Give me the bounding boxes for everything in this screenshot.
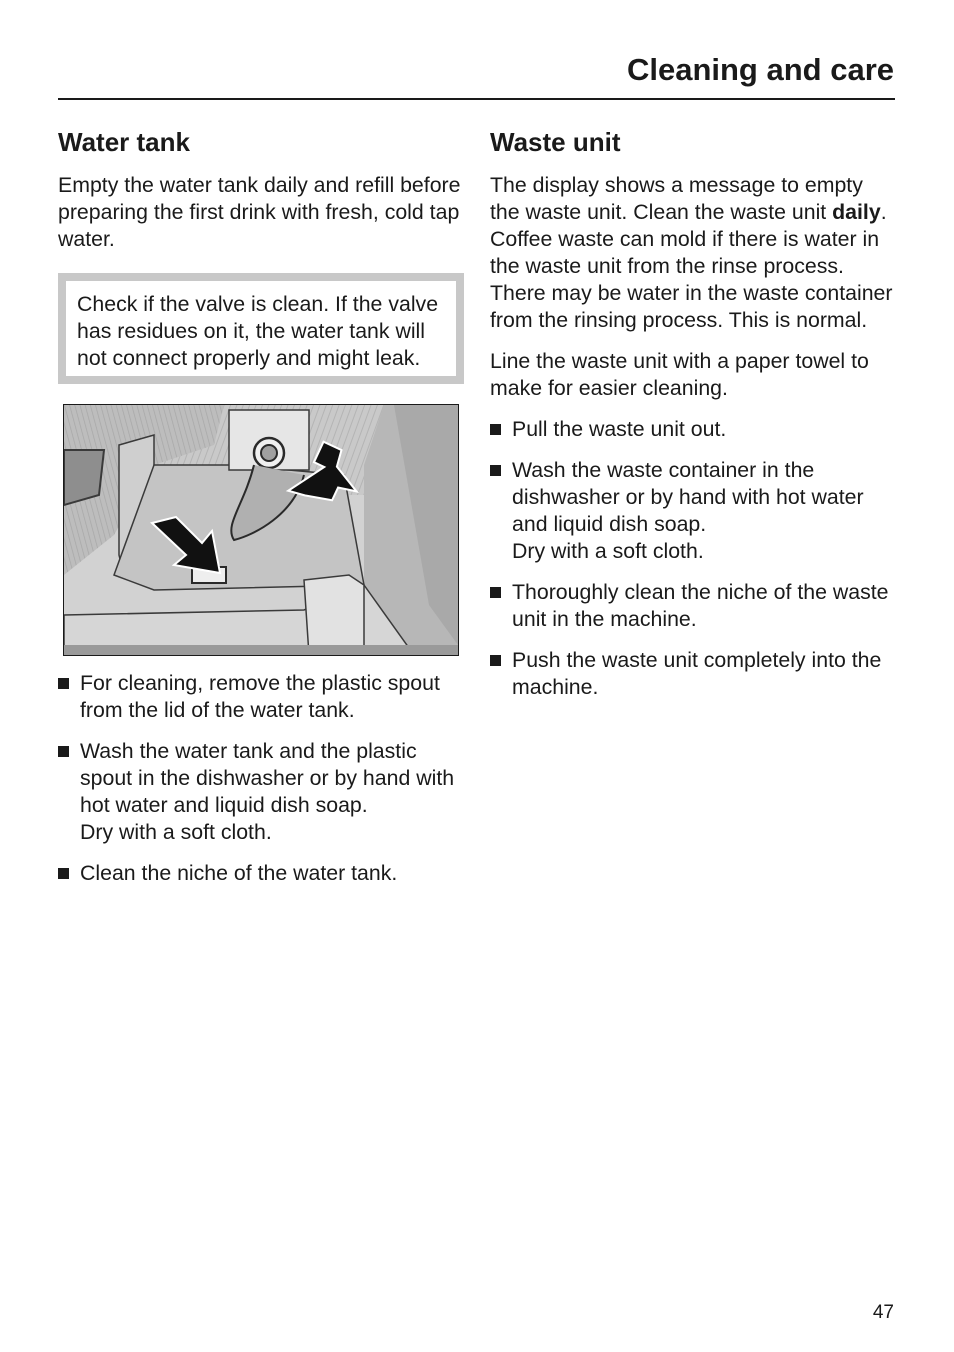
water-tank-heading: Water tank (58, 127, 190, 157)
list-item: Clean the niche of the water tank. (58, 860, 464, 887)
water-tank-section (58, 126, 464, 887)
waste-unit-steps (490, 416, 895, 701)
valve-note-box (58, 273, 464, 384)
water-tank-intro: Empty the water tank daily and refill before preparing the first drink with fresh, cold tap water. (58, 173, 461, 251)
header-divider (58, 98, 895, 100)
bullet-square-icon (490, 587, 501, 598)
list-item: For cleaning, remove the plastic spout from the lid of the water tank. (58, 670, 464, 724)
water-tank-niche-illustration (63, 404, 459, 656)
list-item: Wash the waste container in the dishwasher or by hand with hot water and liquid dish soap. Dry with a soft cloth. (490, 457, 895, 565)
bullet-square-icon (58, 746, 69, 757)
list-item: Push the waste unit completely into the machine. (490, 647, 895, 701)
water-tank-steps (58, 670, 464, 887)
waste-unit-intro: The display shows a message to empty the waste unit. Clean the waste unit daily. Coffee waste can mold if there is water in the waste unit from the rinse process. There may be water in the waste container from the rinsing process. This is normal. (490, 173, 893, 332)
list-item: Pull the waste unit out. (490, 416, 895, 443)
list-item: Wash the water tank and the plastic spout in the dishwasher or by hand with hot water and liquid dish soap. Dry with a soft cloth. (58, 738, 464, 846)
page-header-title: Cleaning and care (626, 52, 894, 87)
waste-unit-section (490, 126, 895, 701)
list-item: Thoroughly clean the niche of the waste unit in the machine. (490, 579, 895, 633)
bullet-square-icon (58, 868, 69, 879)
bullet-square-icon (490, 424, 501, 435)
waste-unit-paper-towel-tip: Line the waste unit with a paper towel to make for easier cleaning. (490, 349, 869, 400)
page-number: 47 (872, 1302, 894, 1323)
valve-note-text: Check if the valve is clean. If the valve has residues on it, the water tank will not connect properly and might leak. (77, 292, 439, 370)
bullet-square-icon (58, 678, 69, 689)
bullet-square-icon (490, 465, 501, 476)
waste-unit-heading: Waste unit (490, 127, 621, 157)
niche-illustration-svg (64, 405, 458, 655)
bullet-square-icon (490, 655, 501, 666)
